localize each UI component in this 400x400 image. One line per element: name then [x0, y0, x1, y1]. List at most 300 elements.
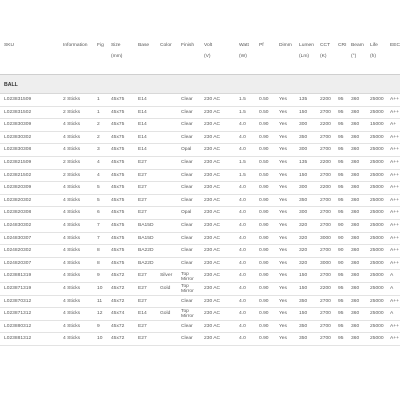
cell-base: E27: [138, 336, 147, 342]
cell-watt: 4.0: [239, 122, 246, 128]
cell-pf: 0.90: [259, 298, 269, 304]
cell-beam: 360: [351, 273, 360, 279]
cell-volt: 230 AC: [204, 134, 221, 140]
cell-size: 45x75: [111, 185, 125, 191]
column-label: Life: [370, 43, 378, 48]
cell-pf: 0.90: [259, 286, 269, 291]
column-label: Base: [138, 43, 150, 48]
cell-watt: 1.5: [239, 97, 246, 102]
table-row: [0, 245, 400, 258]
column-unit: (W): [239, 54, 247, 59]
cell-lumen: 150: [299, 109, 308, 115]
column-label: CRI: [338, 43, 347, 48]
cell-finish: Clear: [181, 134, 193, 140]
cell-base: E14: [138, 147, 147, 153]
cell-base: E27: [138, 160, 147, 165]
cell-base: E27: [138, 210, 147, 216]
section-title: BALL: [4, 81, 18, 88]
column-label: Information: [63, 43, 88, 48]
cell-base: E27: [138, 197, 147, 203]
cell-life: 25000: [370, 97, 384, 102]
cell-sku: L023830302: [4, 134, 32, 140]
cell-beam: 360: [351, 122, 360, 128]
cell-lumen: 320: [299, 260, 308, 266]
column-unit: (V): [204, 54, 211, 59]
cell-life: 25000: [370, 160, 384, 165]
cell-pf: 0.50: [259, 109, 269, 115]
column-header-color: [160, 43, 172, 50]
table-row: [0, 144, 400, 157]
cell-pf: 0.90: [259, 311, 269, 317]
cell-beam: 360: [351, 160, 360, 165]
cell-cct: 2200: [320, 97, 331, 102]
cell-beam: 360: [351, 260, 360, 266]
cell-fig: 10: [97, 286, 103, 291]
cell-cri: 95: [338, 134, 344, 140]
cell-life: 25000: [370, 147, 384, 153]
column-header-sku: [4, 43, 14, 50]
cell-dimm: Yes: [279, 109, 287, 115]
cell-eec: A++: [390, 223, 399, 228]
cell-pf: 0.90: [259, 134, 269, 140]
cell-finish: Clear: [181, 260, 193, 266]
table-row: [0, 107, 400, 120]
cell-size: 45x75: [111, 147, 125, 153]
cell-dimm: Yes: [279, 273, 287, 279]
column-header-cri: [338, 43, 346, 50]
cell-watt: 1.5: [239, 160, 246, 165]
cell-eec: A: [390, 286, 394, 291]
column-label: Watt: [239, 43, 249, 48]
cell-color: Silver: [160, 273, 173, 279]
cell-eec: A++: [390, 298, 399, 304]
cell-beam: 360: [351, 172, 360, 178]
column-label: Pf: [259, 43, 264, 48]
table-row: [0, 321, 400, 334]
cell-life: 25000: [370, 311, 384, 317]
column-unit: (°): [351, 54, 357, 59]
cell-cct: 2700: [320, 248, 331, 254]
cell-finish: Clear: [181, 185, 193, 191]
cell-pf: 0.50: [259, 97, 269, 102]
cell-beam: 360: [351, 286, 360, 291]
cell-info: 2 Sticks: [63, 160, 81, 165]
cell-beam: 360: [351, 197, 360, 203]
cell-beam: 360: [351, 223, 360, 228]
cell-eec: A: [390, 273, 394, 279]
cell-life: 25000: [370, 235, 384, 241]
cell-size: 45x75: [111, 248, 125, 254]
cell-cct: 2200: [320, 160, 331, 165]
cell-lumen: 320: [299, 223, 308, 228]
cell-watt: 4.0: [239, 197, 246, 203]
column-label: Volt: [204, 43, 213, 48]
cell-watt: 4.0: [239, 260, 246, 266]
cell-cri: 95: [338, 185, 344, 191]
cell-size: 45x75: [111, 172, 125, 178]
cell-fig: 4: [97, 172, 100, 178]
cell-cri: 95: [338, 160, 344, 165]
cell-base: E14: [138, 97, 147, 102]
cell-pf: 0.90: [259, 122, 269, 128]
cell-cri: 95: [338, 122, 344, 128]
cell-lumen: 150: [299, 273, 308, 279]
cell-info: 4 Sticks: [63, 197, 81, 203]
table-row: [0, 308, 400, 321]
cell-info: 4 Sticks: [63, 311, 81, 317]
cell-eec: A++: [390, 160, 399, 165]
cell-dimm: Yes: [279, 134, 287, 140]
cell-volt: 230 AC: [204, 235, 221, 241]
cell-cri: 95: [338, 197, 344, 203]
cell-fig: 8: [97, 260, 100, 266]
cell-cct: 2700: [320, 147, 331, 153]
column-label: Fig: [97, 43, 104, 48]
cell-eec: A++: [390, 185, 399, 191]
cell-finish: Clear: [181, 122, 193, 128]
cell-pf: 0.50: [259, 172, 269, 178]
cell-fig: 12: [97, 311, 103, 317]
cell-watt: 4.0: [239, 336, 246, 342]
cell-fig: 4: [97, 160, 100, 165]
cell-lumen: 135: [299, 97, 308, 102]
cell-sku: L023820308: [4, 210, 32, 216]
cell-lumen: 150: [299, 172, 308, 178]
cell-sku: L023830308: [4, 147, 32, 153]
cell-lumen: 350: [299, 197, 308, 203]
column-header-pf: [259, 43, 264, 50]
cell-beam: 360: [351, 323, 360, 329]
cell-finish: Clear: [181, 172, 193, 178]
cell-beam: 360: [351, 134, 360, 140]
cell-sku: L023821502: [4, 172, 32, 178]
cell-dimm: Yes: [279, 298, 287, 304]
cell-cct: 2700: [320, 109, 331, 115]
cell-dimm: Yes: [279, 160, 287, 165]
cell-volt: 230 AC: [204, 273, 221, 279]
column-label: Color: [160, 43, 172, 48]
cell-eec: A++: [390, 134, 399, 140]
cell-watt: 4.0: [239, 185, 246, 191]
cell-watt: 4.0: [239, 147, 246, 153]
cell-cri: 90: [338, 235, 344, 241]
cell-finish: Opal: [181, 147, 192, 153]
table-row: [0, 195, 400, 208]
cell-fig: 9: [97, 323, 100, 329]
cell-cri: 90: [338, 260, 344, 266]
column-header-cct: [320, 43, 330, 61]
cell-size: 45x72: [111, 286, 125, 291]
table-row: [0, 258, 400, 271]
cell-volt: 230 AC: [204, 160, 221, 165]
cell-life: 15000: [370, 122, 384, 128]
column-header-finish: [181, 43, 194, 50]
cell-size: 45x75: [111, 122, 125, 128]
cell-dimm: Yes: [279, 147, 287, 153]
cell-base: E27: [138, 172, 147, 178]
cell-eec: A++: [390, 248, 399, 254]
cell-info: 4 Sticks: [63, 273, 81, 279]
cell-volt: 230 AC: [204, 260, 221, 266]
cell-dimm: Yes: [279, 248, 287, 254]
cell-cri: 95: [338, 210, 344, 216]
cell-dimm: Yes: [279, 210, 287, 216]
cell-life: 25000: [370, 210, 384, 216]
cell-size: 45x72: [111, 323, 125, 329]
cell-watt: 4.0: [239, 134, 246, 140]
cell-info: 4 Sticks: [63, 223, 81, 228]
cell-cct: 2200: [320, 286, 331, 291]
cell-finish: Clear: [181, 97, 193, 102]
column-header-life: [370, 43, 378, 61]
cell-sku: L023821509: [4, 160, 32, 165]
cell-fig: 1: [97, 97, 100, 102]
cell-color: Gold: [160, 286, 171, 291]
cell-life: 25000: [370, 298, 384, 304]
cell-base: E27: [138, 185, 147, 191]
cell-eec: A++: [390, 172, 399, 178]
cell-eec: A++: [390, 336, 399, 342]
table-row: [0, 119, 400, 132]
cell-pf: 0.90: [259, 210, 269, 216]
cell-beam: 360: [351, 109, 360, 115]
table-row: [0, 207, 400, 220]
cell-size: 45x72: [111, 336, 125, 342]
cell-volt: 230 AC: [204, 197, 221, 203]
column-header-info: [63, 43, 87, 50]
cell-volt: 230 AC: [204, 122, 221, 128]
cell-watt: 4.0: [239, 248, 246, 254]
cell-lumen: 350: [299, 336, 308, 342]
cell-fig: 6: [97, 210, 100, 216]
cell-size: 45x75: [111, 223, 125, 228]
cell-sku: L024820307: [4, 260, 32, 266]
cell-fig: 3: [97, 147, 100, 153]
cell-finish: Clear: [181, 248, 193, 254]
cell-base: BA15D: [138, 223, 154, 228]
section-header: [0, 74, 400, 94]
cell-lumen: 135: [299, 160, 308, 165]
cell-lumen: 320: [299, 235, 308, 241]
cell-watt: 4.0: [239, 273, 246, 279]
cell-life: 25000: [370, 109, 384, 115]
cell-cct: 2700: [320, 336, 331, 342]
table-header: [0, 43, 400, 73]
cell-fig: 9: [97, 273, 100, 279]
table-row: [0, 270, 400, 283]
cell-volt: 230 AC: [204, 286, 221, 291]
cell-pf: 0.90: [259, 260, 269, 266]
table-row: [0, 333, 400, 346]
cell-dimm: Yes: [279, 172, 287, 178]
cell-info: 4 Sticks: [63, 134, 81, 140]
cell-finish: Clear: [181, 223, 193, 228]
cell-life: 25000: [370, 223, 384, 228]
cell-volt: 230 AC: [204, 210, 221, 216]
cell-cri: 95: [338, 273, 344, 279]
cell-cct: 2200: [320, 185, 331, 191]
cell-life: 25000: [370, 248, 384, 254]
cell-cct: 2700: [320, 298, 331, 304]
cell-size: 45x75: [111, 210, 125, 216]
cell-dimm: Yes: [279, 260, 287, 266]
cell-beam: 360: [351, 147, 360, 153]
cell-life: 25000: [370, 185, 384, 191]
column-header-size: [111, 43, 122, 61]
cell-finish: Clear: [181, 197, 193, 203]
cell-info: 2 Sticks: [63, 97, 81, 102]
table-row: [0, 182, 400, 195]
cell-size: 45x75: [111, 109, 125, 115]
cell-size: 45x75: [111, 97, 125, 102]
cell-finish: Clear: [181, 336, 193, 342]
cell-watt: 1.5: [239, 172, 246, 178]
cell-cct: 2700: [320, 323, 331, 329]
table-row: [0, 233, 400, 246]
cell-base: E27: [138, 298, 147, 304]
cell-eec: A: [390, 311, 394, 317]
cell-pf: 0.90: [259, 147, 269, 153]
cell-info: 4 Sticks: [63, 210, 81, 216]
cell-base: BA22D: [138, 260, 154, 266]
cell-sku: L024830302: [4, 223, 32, 228]
cell-info: 4 Sticks: [63, 147, 81, 153]
cell-base: E14: [138, 134, 147, 140]
cell-base: E27: [138, 286, 147, 291]
cell-lumen: 300: [299, 210, 308, 216]
cell-info: 4 Sticks: [63, 286, 81, 291]
cell-base: BA22D: [138, 248, 154, 254]
column-unit: (K): [320, 54, 327, 59]
cell-finish: Opal: [181, 210, 192, 216]
column-header-lumen: [299, 43, 314, 61]
cell-watt: 4.0: [239, 210, 246, 216]
column-label: EEC: [390, 43, 400, 48]
cell-pf: 0.90: [259, 273, 269, 279]
cell-beam: 360: [351, 311, 360, 317]
cell-size: 45x75: [111, 134, 125, 140]
column-header-beam: [351, 43, 364, 61]
cell-volt: 230 AC: [204, 109, 221, 115]
cell-base: E27: [138, 323, 147, 329]
cell-pf: 0.90: [259, 185, 269, 191]
cell-watt: 4.0: [239, 311, 246, 317]
cell-volt: 230 AC: [204, 172, 221, 178]
cell-lumen: 320: [299, 248, 308, 254]
cell-base: E14: [138, 122, 147, 128]
column-header-watt: [239, 43, 249, 61]
table-row: [0, 170, 400, 183]
cell-dimm: Yes: [279, 286, 287, 291]
cell-life: 25000: [370, 323, 384, 329]
cell-beam: 360: [351, 235, 360, 241]
cell-lumen: 300: [299, 147, 308, 153]
cell-cri: 95: [338, 147, 344, 153]
cell-sku: L023871312: [4, 311, 32, 317]
column-label: Beam: [351, 43, 364, 48]
cell-dimm: Yes: [279, 235, 287, 241]
table-row: [0, 283, 400, 296]
table-row: [0, 296, 400, 309]
cell-volt: 230 AC: [204, 323, 221, 329]
cell-sku: L024830307: [4, 235, 32, 241]
cell-watt: 1.5: [239, 109, 246, 115]
cell-beam: 360: [351, 336, 360, 342]
cell-eec: A++: [390, 147, 399, 153]
cell-sku: L023871319: [4, 286, 32, 291]
cell-cri: 95: [338, 109, 344, 115]
cell-fig: 11: [97, 298, 103, 304]
cell-fig: 5: [97, 197, 100, 203]
cell-eec: A++: [390, 210, 399, 216]
cell-watt: 4.0: [239, 298, 246, 304]
table-row: [0, 157, 400, 170]
cell-volt: 230 AC: [204, 223, 221, 228]
cell-eec: A+: [390, 122, 397, 128]
cell-size: 45x75: [111, 260, 125, 266]
cell-cct: 2200: [320, 122, 331, 128]
column-header-dimm: [279, 43, 292, 50]
cell-volt: 230 AC: [204, 311, 221, 317]
cell-eec: A++: [390, 323, 399, 329]
cell-pf: 0.90: [259, 197, 269, 203]
cell-dimm: Yes: [279, 97, 287, 102]
cell-fig: 8: [97, 248, 100, 254]
cell-cct: 2700: [320, 210, 331, 216]
cell-info: 2 Sticks: [63, 172, 81, 178]
cell-watt: 4.0: [239, 286, 246, 291]
cell-cct: 2700: [320, 197, 331, 203]
cell-fig: 2: [97, 122, 100, 128]
cell-sku: L023881312: [4, 336, 32, 342]
column-header-volt: [204, 43, 212, 61]
column-label: Dimm: [279, 43, 292, 48]
cell-info: 2 Sticks: [63, 109, 81, 115]
cell-lumen: 300: [299, 185, 308, 191]
cell-fig: 2: [97, 134, 100, 140]
cell-lumen: 150: [299, 286, 308, 291]
cell-info: 4 Sticks: [63, 248, 81, 254]
cell-volt: 230 AC: [204, 147, 221, 153]
cell-dimm: Yes: [279, 223, 287, 228]
cell-watt: 4.0: [239, 235, 246, 241]
cell-finish: Top Mirror: [181, 284, 194, 295]
cell-cct: 2700: [320, 134, 331, 140]
cell-sku: L023820309: [4, 185, 32, 191]
cell-base: E14: [138, 311, 147, 317]
cell-cri: 95: [338, 97, 344, 102]
cell-dimm: Yes: [279, 323, 287, 329]
cell-volt: 230 AC: [204, 248, 221, 254]
cell-size: 45x75: [111, 160, 125, 165]
cell-pf: 0.50: [259, 160, 269, 165]
cell-life: 25000: [370, 286, 384, 291]
cell-sku: L023831509: [4, 97, 32, 102]
cell-life: 25000: [370, 336, 384, 342]
cell-life: 25000: [370, 260, 384, 266]
cell-cct: 2700: [320, 311, 331, 317]
cell-size: 45x72: [111, 298, 125, 304]
cell-fig: 7: [97, 235, 100, 241]
cell-dimm: Yes: [279, 122, 287, 128]
cell-pf: 0.90: [259, 235, 269, 241]
cell-finish: Clear: [181, 298, 193, 304]
column-label: Lumen: [299, 43, 314, 48]
cell-sku: L023870312: [4, 298, 32, 304]
cell-size: 45x72: [111, 273, 125, 279]
cell-finish: Clear: [181, 109, 193, 115]
cell-color: Gold: [160, 311, 171, 317]
